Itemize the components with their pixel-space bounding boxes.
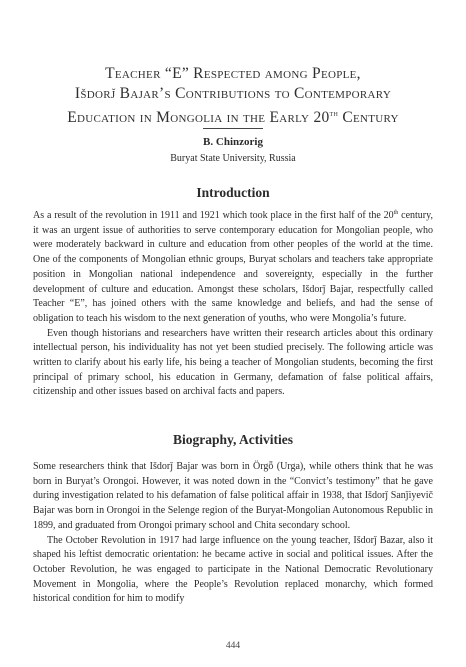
author-name: B. Chinzorig xyxy=(203,136,263,148)
page-number: 444 xyxy=(225,641,241,651)
title-line-3-start: Education in Mongolia in the Early 20 xyxy=(67,109,330,126)
title-superscript: th xyxy=(329,109,339,118)
article-title xyxy=(30,64,436,128)
title-line-3 xyxy=(30,104,436,128)
biography-paragraph-2: The October Revolution in 1917 had large influence on the young teacher, Išdorǰ Bazar, also it shaped his leftist democratic orientation: he became active in social and political issues. After the October Revolution, he was engaged to participate in the National Democratic Revolutionary Movement in Mongolia, where the People’s Revolution replaced monarchy, which formed historical condition for him to modify xyxy=(33,534,433,605)
introduction-paragraph-1 xyxy=(33,209,433,327)
intro-p1-text-a: As a result of the revolution in 1911 and 1921 which took place in the first half of the 20 xyxy=(33,210,394,221)
title-line-3-end: Century xyxy=(338,109,399,126)
author-affiliation: Buryat State University, Russia xyxy=(170,153,296,164)
title-line-1: Teacher “E” Respected among People, xyxy=(105,65,361,82)
introduction-heading: Introduction xyxy=(196,185,270,200)
intro-p1-text-b: century, it was an urgent issue of authorities to serve contemporary education for Mongolian people, who were moderately backward in culture and education from other peoples of the world at the time. One of the components of Mongolian ethnic groups, Buryat scholars and teachers take appropriate position in Mongolian national independence and sovereignty, especially in the further development of culture and education. Amongst these scholars, Išdorǰ Bajar, respectfully called Teacher “E”, has joined others with the same knowledge and beliefs, and had the sense of obligation to teach his wisdom to the next generation of youths, who were Mongolia’s future. xyxy=(33,210,433,324)
intro-p1-superscript: th xyxy=(393,210,399,216)
introduction-paragraph-2: Even though historians and researchers have written their research articles about this ordinary intellectual person, his individuality has not yet been studied precisely. The following article was written to clarify about his early life, his being a teacher of Mongolian students, becoming the first principal of primary school, his education in Germany, defamation of false political affairs, citizenship and other issues based on archival facts and papers. xyxy=(33,327,433,398)
biography-paragraph-1: Some researchers think that Išdorǰ Bajar was born in Örgȫ (Urga), while others think that he was born in Buryat’s Orongoi. However, it was noted down in the “Convict’s testimony” that he gave during investigation related to his defamation of false political affair in 1938, that Išdorǰ Sanǰiyevič Bajar was born in Orongoi in the Selenge region of the Buryat-Mongolian Autonomous Republic in 1899, and graduated from Orongoi primary school and Chita secondary school. xyxy=(33,461,433,531)
introduction-section xyxy=(33,209,433,400)
title-divider xyxy=(203,128,263,129)
biography-section xyxy=(33,460,433,607)
title-line-2: Išdorǰ Bajar’s Contributions to Contemporary xyxy=(74,85,392,102)
biography-heading: Biography, Activities xyxy=(172,432,293,447)
